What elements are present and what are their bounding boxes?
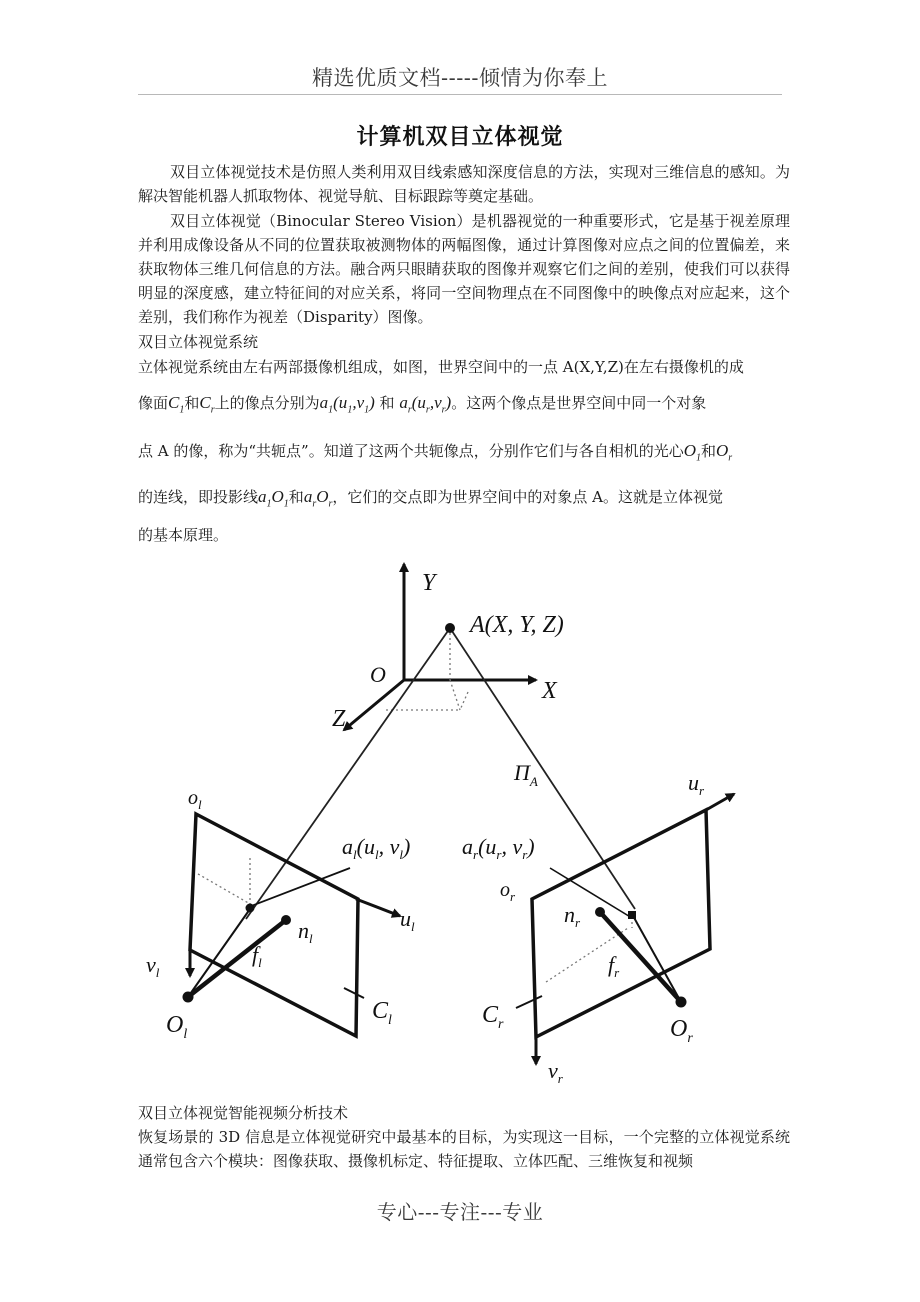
- math-or: $O_r$: [716, 441, 733, 464]
- label-al: $a_l(u_l$, $v_l$): [342, 834, 411, 862]
- left-u-axis: [356, 899, 400, 916]
- label-y: Y: [422, 570, 436, 596]
- right-image-point: [628, 911, 636, 919]
- math-ol: $O_1$: [683, 441, 701, 464]
- label-ol-small: $o_l$: [188, 787, 202, 812]
- label-cr: $C_r$: [482, 1002, 504, 1032]
- left-normal-point: [281, 915, 291, 925]
- label-a: A(X, Y, Z): [470, 612, 564, 638]
- label-or-center: $O_r$: [670, 1016, 693, 1046]
- text-line-1: 立体视觉系统由左右两部摄像机组成，如图，世界空间中的一点 A(X,Y,Z)在左右摄像机的成: [138, 358, 744, 376]
- label-cl: $C_l$: [372, 998, 392, 1028]
- math-al-point: $a_1(u_1,v_1)$: [319, 393, 375, 416]
- page-footer: 专心---专注---专业: [376, 1200, 544, 1224]
- math-a1o1: $a_1O_1$: [258, 487, 289, 510]
- projection-box: [386, 628, 468, 710]
- paragraph-intro: 双目立体视觉技术是仿照人类利用双目线索感知深度信息的方法，实现对三维信息的感知。为解决智能机器人抓取物体、视觉导航、目标跟踪等奠定基础。: [138, 163, 790, 205]
- label-x: X: [542, 678, 557, 704]
- right-normal-point: [595, 907, 605, 917]
- label-z: Z: [332, 706, 346, 732]
- label-ar: $a_r(u_r$, $v_r$): [462, 834, 535, 862]
- label-nl: $n_l$: [298, 918, 313, 946]
- left-plane-tick: [344, 988, 364, 998]
- label-vr: $v_r$: [548, 1058, 563, 1086]
- right-u-axis: [706, 794, 734, 810]
- right-plane-tick: [516, 996, 542, 1008]
- text-line-5: 的基本原理。: [138, 526, 229, 544]
- math-cr: $C_r$: [199, 393, 215, 416]
- label-ul: $u_l$: [400, 906, 415, 934]
- label-or-small: $o_r$: [500, 879, 516, 904]
- diagram-labels: [146, 570, 705, 1086]
- label-ol-center: $O_l$: [166, 1012, 188, 1042]
- header-divider: [138, 94, 782, 95]
- paragraph-definition: 双目立体视觉（Binocular Stereo Vision）是机器视觉的一种重要形式，它是基于视差原理并利用成像设备从不同的位置获取被测物体的两幅图像，通过计算图像对应点之间的位置偏差，来获取物体三维几何信息的方法。融合两只眼睛获取的图像并观察它们之间的差别，使我们可以获得明显的深度感，建立特征间的对应关系，将同一空间物理点在不同图像中的映像点对应起来，这个差别，我们称作为视差（Disparity）图像。: [138, 212, 790, 326]
- stereo-vision-diagram: [138, 552, 778, 1092]
- math-aror: $a_rO_r$: [303, 487, 333, 510]
- text-line-3: 点 A 的像，称为“共轭点”。知道了这两个共轭像点，分别作它们与各自相机的光心$O_1$和$O_r$: [138, 441, 733, 464]
- label-pi-a: $\Pi_A$: [514, 760, 538, 789]
- text-line-2: 像面$C_1$和$C_r$上的像点分别为$a_1(u_1,v_1)$ 和 $a_r(u_r,v_r)$。这两个像点是世界空间中同一个对象: [138, 393, 707, 416]
- text-line-4: 的连线，即投影线$a_1O_1$和$a_rO_r$，它们的交点即为世界空间中的对象点 A。这就是立体视觉: [138, 487, 724, 510]
- document-title: 计算机双目立体视觉: [356, 124, 564, 150]
- left-image-plane: [190, 814, 358, 1036]
- math-cl: $C_1$: [168, 393, 185, 416]
- section-heading-system: 双目立体视觉系统: [138, 333, 259, 351]
- math-ar-point: $a_r(u_r,v_r)$: [399, 393, 452, 416]
- left-optical-center: [183, 992, 194, 1003]
- section-heading-analysis: 双目立体视觉智能视频分析技术: [138, 1104, 349, 1122]
- label-fr: $f_r$: [608, 952, 620, 980]
- paragraph-recovery: 恢复场景的 3D 信息是立体视觉研究中最基本的目标，为实现这一目标，一个完整的立体视觉系统通常包含六个模块：图像获取、摄像机标定、特征提取、立体匹配、三维恢复和视频: [138, 1128, 790, 1170]
- label-vl: $v_l$: [146, 952, 160, 980]
- label-nr: $n_r$: [564, 902, 581, 930]
- ray-right: [450, 628, 635, 909]
- point-a: [445, 623, 455, 633]
- left-dotted-guides: [198, 858, 250, 904]
- label-fl: $f_l$: [252, 942, 262, 970]
- right-optical-center: [676, 997, 687, 1008]
- right-pointer: [550, 868, 632, 918]
- label-o: O: [370, 662, 386, 687]
- page-header: 精选优质文档-----倾情为你奉上: [312, 66, 608, 90]
- ray-left: [246, 628, 450, 919]
- label-ur: $u_r$: [688, 770, 705, 798]
- left-image-point: [246, 904, 255, 913]
